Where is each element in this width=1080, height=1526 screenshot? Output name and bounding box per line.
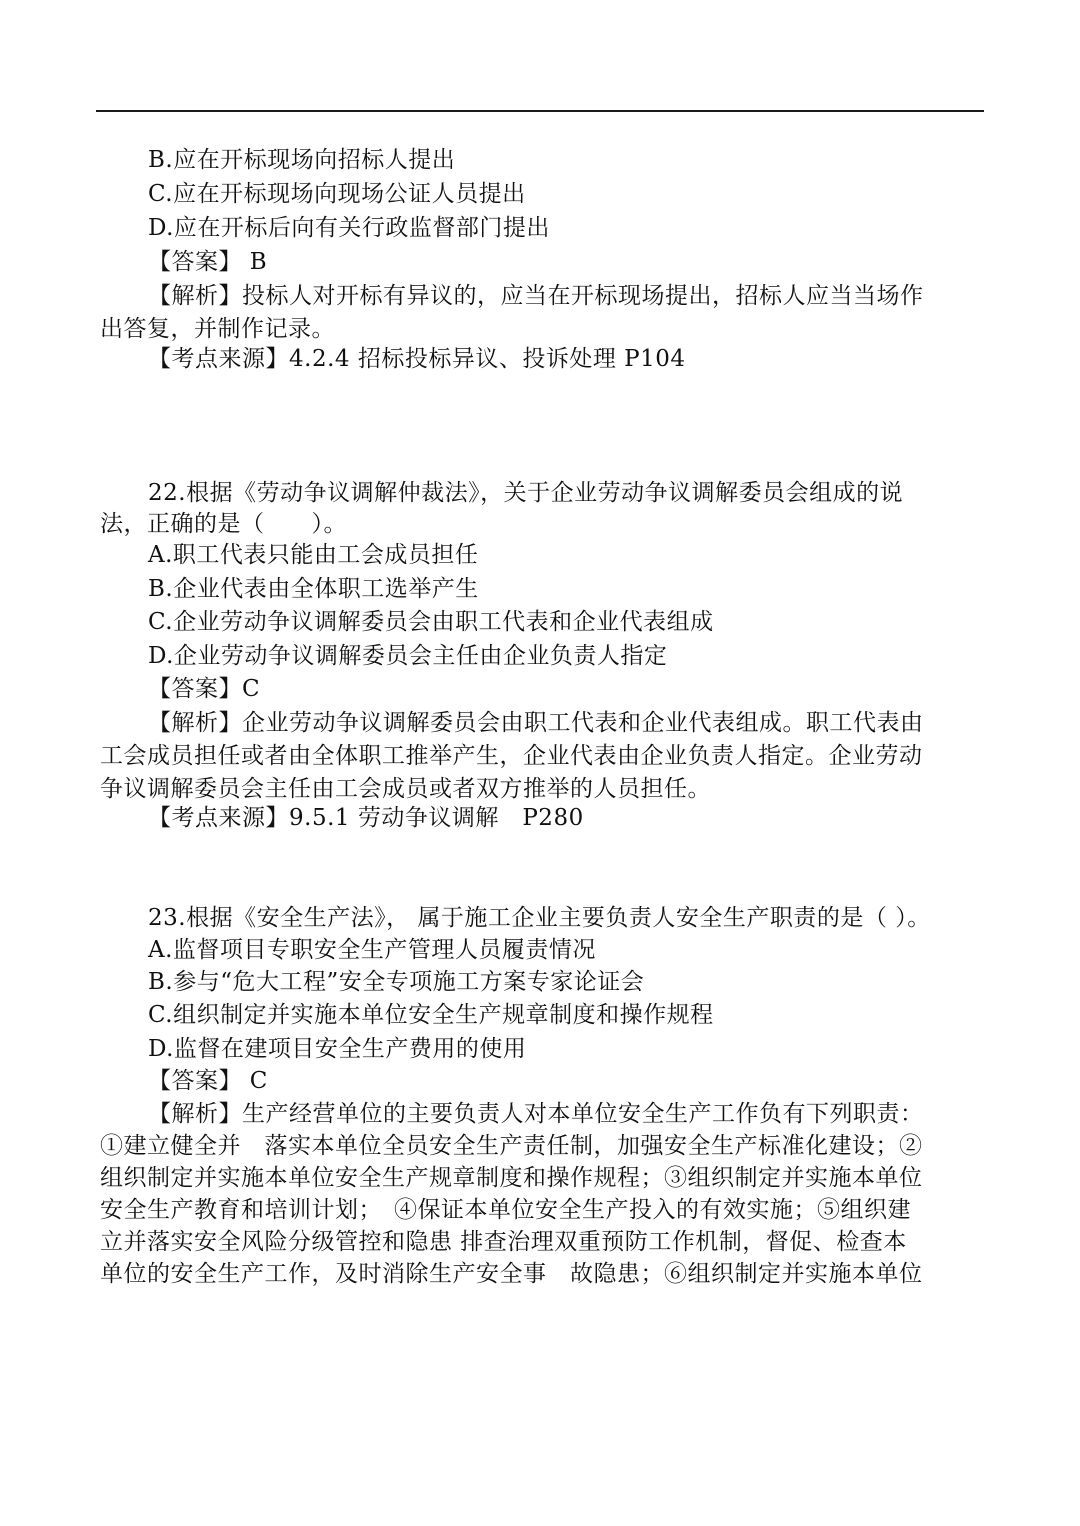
q22-question-line: 法，正确的是（ ）。: [100, 511, 347, 537]
q21-option-c: C.应在开标现场向现场公证人员提出: [148, 181, 526, 207]
q23-analysis-line: 【解析】生产经营单位的主要负责人对本单位安全生产工作负有下列职责：: [148, 1101, 924, 1127]
q22-analysis-line: 【解析】企业劳动争议调解委员会由职工代表和企业代表组成。职工代表由: [148, 710, 924, 736]
q22-option-c: C.企业劳动争议调解委员会由职工代表和企业代表组成: [148, 609, 714, 635]
q22-option-d: D.企业劳动争议调解委员会主任由企业负责人指定: [148, 643, 668, 669]
q23-analysis-line: 单位的安全生产工作，及时消除生产安全事 故隐患；⑥组织制定并实施本单位: [100, 1261, 923, 1287]
q22-option-a: A.职工代表只能由工会成员担任: [148, 542, 479, 568]
q23-option-a: A.监督项目专职安全生产管理人员履责情况: [148, 937, 596, 963]
q23-answer: 【答案】 C: [148, 1068, 268, 1094]
header-rule: [96, 110, 984, 112]
q23-analysis-line: 立并落实安全风险分级管控和隐患 排查治理双重预防工作机制，督促、检查本: [100, 1229, 907, 1255]
q21-analysis-line: 出答复，并制作记录。: [100, 316, 335, 342]
q21-answer: 【答案】 B: [148, 249, 268, 275]
q21-option-b: B.应在开标现场向招标人提出: [148, 147, 456, 173]
q23-option-d: D.监督在建项目安全生产费用的使用: [148, 1036, 527, 1062]
q22-source: 【考点来源】9.5.1 劳动争议调解 P280: [148, 805, 584, 831]
q22-analysis-line: 工会成员担任或者由全体职工推举产生，企业代表由企业负责人指定。企业劳动: [100, 743, 923, 769]
q23-option-b: B.参与“危大工程”安全专项施工方案专家论证会: [148, 969, 645, 995]
q23-question-line: 23.根据《安全生产法》， 属于施工企业主要负责人安全生产职责的是（ ）。: [148, 905, 931, 931]
q21-analysis-line: 【解析】投标人对开标有异议的，应当在开标现场提出，招标人应当当场作: [148, 283, 924, 309]
q22-analysis-line: 争议调解委员会主任由工会成员或者双方推举的人员担任。: [100, 776, 711, 802]
q22-option-b: B.企业代表由全体职工选举产生: [148, 576, 479, 602]
q23-analysis-line: ①建立健全并 落实本单位全员安全生产责任制，加强安全生产标准化建设；②: [100, 1133, 923, 1159]
q21-source: 【考点来源】4.2.4 招标投标异议、投诉处理 P104: [148, 346, 686, 372]
q21-option-d: D.应在开标后向有关行政监督部门提出: [148, 215, 550, 241]
q22-question-line: 22.根据《劳动争议调解仲裁法》，关于企业劳动争议调解委员会组成的说: [148, 480, 904, 506]
q23-analysis-line: 安全生产教育和培训计划； ④保证本单位安全生产投入的有效实施；⑤组织建: [100, 1197, 911, 1223]
q23-option-c: C.组织制定并实施本单位安全生产规章制度和操作规程: [148, 1002, 714, 1028]
q22-answer: 【答案】C: [148, 676, 261, 702]
q23-analysis-line: 组织制定并实施本单位安全生产规章制度和操作规程；③组织制定并实施本单位: [100, 1165, 923, 1191]
